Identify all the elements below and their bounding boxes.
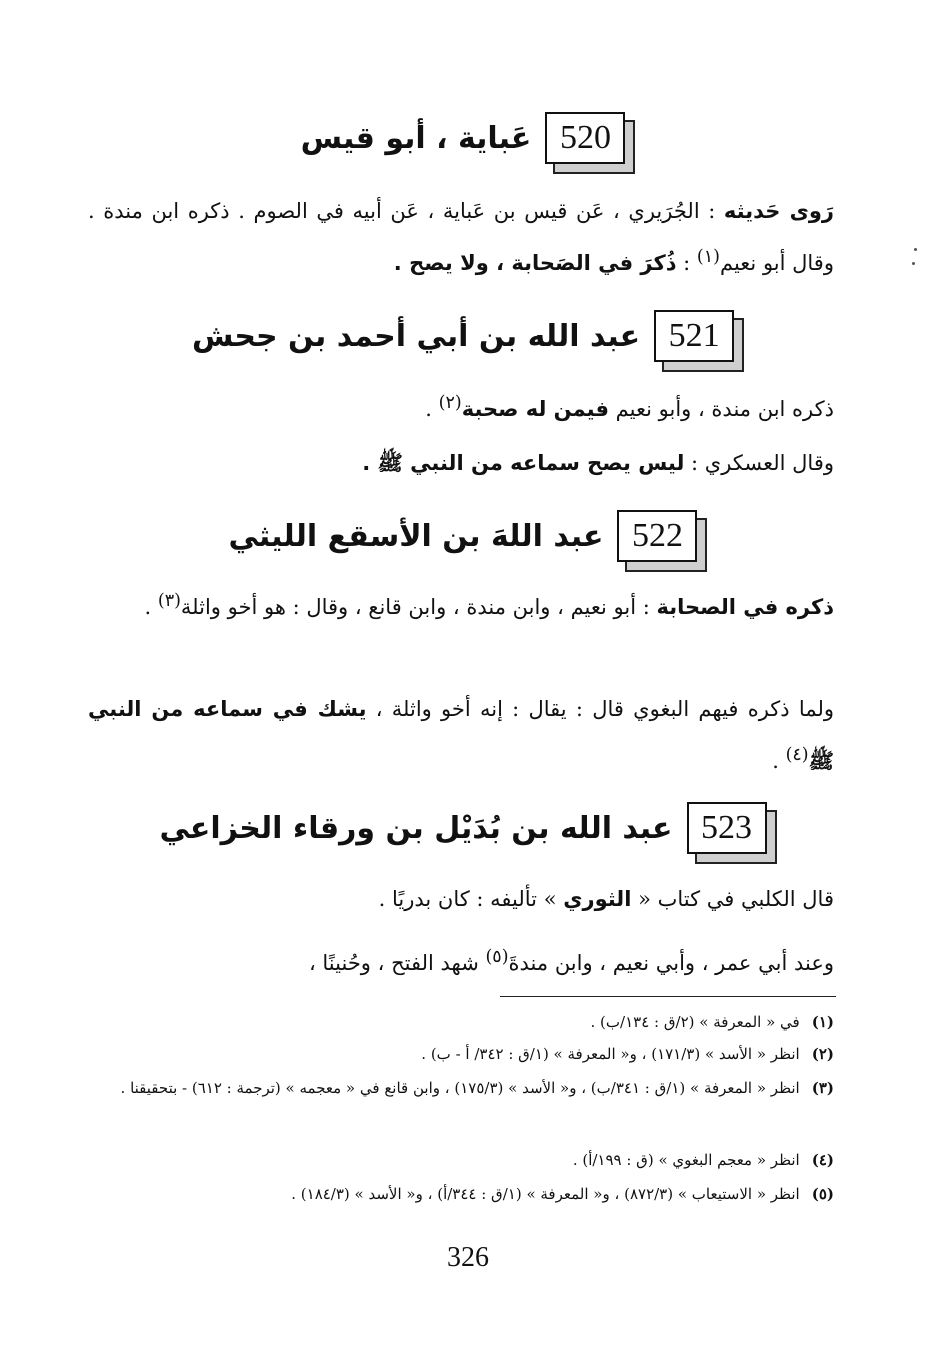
entry-title: عبد اللهَ بن الأسقع الليثي	[228, 518, 604, 554]
text-run: الثوري	[563, 887, 632, 911]
entry-number: 520	[545, 112, 625, 164]
text-run: وقال العسكري :	[684, 451, 834, 475]
footnote-ref: (٣)	[157, 591, 181, 611]
entry-paragraph	[88, 440, 834, 486]
entry-header	[90, 802, 836, 854]
footnote	[88, 1180, 834, 1208]
text-run: ذكره في الصحابة	[656, 595, 834, 619]
text-run: .	[772, 749, 786, 773]
entry-number-box	[545, 112, 625, 164]
footnote-ref: (٤)	[785, 745, 809, 765]
text-run: شهد الفتح ، وحُنينًا ،	[308, 951, 486, 975]
text-run: قال الكلبي في كتاب «	[631, 887, 834, 911]
entry-paragraph	[88, 578, 834, 630]
text-run: » تأليفه : كان بدريًا .	[378, 887, 564, 911]
entry-paragraph	[88, 876, 834, 922]
text-run: .	[144, 595, 158, 619]
text-run: : الجُرَيري ، عَن قيس بن عَباية ، عَن أبيه في الصوم . ذكره ابن مندة . وقال أبو نعيم	[88, 199, 834, 275]
footnote	[88, 1074, 834, 1102]
scan-speck	[912, 262, 915, 265]
footnote-ref: (١)	[696, 247, 720, 267]
text-run: وعند أبي عمر ، وأبي نعيم ، وابن مندةَ	[508, 951, 834, 975]
entry-paragraph	[88, 188, 834, 286]
text-run: ولما ذكره فيهم البغوي قال : يقال : إنه أخو واثلة ،	[366, 697, 834, 721]
entry-number: 521	[654, 310, 734, 362]
entry-title: عبد الله بن أبي أحمد بن جحش	[191, 318, 641, 354]
entry-number-box	[687, 802, 767, 854]
entry-number: 522	[617, 510, 697, 562]
footnote-text: انظر « المعرفة » (١/ق : ٣٤١/ب) ، و« الأسد » (١٧٥/٣) ، وابن قانع في « معجمه » (ترجمة : ٦١٢) - بتحقيقنا .	[120, 1079, 800, 1097]
footnote-mark: (١)	[811, 1013, 834, 1031]
entry-paragraph	[88, 934, 834, 986]
text-run: ذُكرَ في الصَحابة ، ولا يصح .	[393, 251, 677, 275]
footnote-mark: (٣)	[811, 1079, 834, 1097]
footnote	[88, 1146, 834, 1174]
entry-header	[90, 310, 836, 362]
footnote-text: في « المعرفة » (٢/ق : ١٣٤/ب) .	[590, 1013, 800, 1031]
footnote-separator	[500, 996, 836, 997]
text-run: يشك في سماعه من النبي ﷺ	[88, 697, 834, 773]
entry-number: 523	[687, 802, 767, 854]
text-run: : أبو نعيم ، وابن مندة ، وابن قانع ، وقال : هو أخو واثلة	[180, 595, 657, 619]
text-run: رَوى حَديثه	[723, 199, 834, 223]
footnote-mark: (٢)	[811, 1045, 834, 1063]
text-run: .	[425, 397, 439, 421]
text-run: ليس يصح سماعه من النبي ﷺ .	[362, 451, 685, 475]
entry-paragraph	[88, 380, 834, 432]
entry-header	[90, 112, 836, 164]
page-number: 326	[447, 1242, 489, 1273]
entry-paragraph	[88, 686, 834, 784]
footnote-mark: (٥)	[811, 1185, 834, 1203]
entry-title: عَباية ، أبو قيس	[300, 120, 532, 156]
entry-title: عبد الله بن بُدَيْل بن ورقاء الخزاعي	[159, 810, 673, 846]
footnote	[88, 1008, 834, 1036]
entry-number-box	[617, 510, 697, 562]
entry-header	[90, 510, 836, 562]
text-run: فيمن له صحبة	[461, 397, 609, 421]
entry-number-box	[654, 310, 734, 362]
footnote-text: انظر « معجم البغوي » (ق : ١٩٩/أ) .	[572, 1151, 800, 1169]
footnote	[88, 1040, 834, 1068]
text-run: :	[676, 251, 697, 275]
footnote-text: انظر « الأسد » (١٧١/٣) ، و« المعرفة » (١/ق : ٣٤٢/ أ - ب) .	[421, 1045, 800, 1063]
footnote-text: انظر « الاستيعاب » (٨٧٢/٣) ، و« المعرفة » (١/ق : ٣٤٤/أ) ، و« الأسد » (١٨٤/٣) .	[291, 1185, 800, 1203]
footnote-ref: (٥)	[485, 947, 509, 967]
scan-speck	[914, 248, 917, 251]
footnote-ref: (٢)	[438, 393, 462, 413]
footnote-mark: (٤)	[811, 1151, 834, 1169]
text-run: ذكره ابن مندة ، وأبو نعيم	[608, 397, 834, 421]
